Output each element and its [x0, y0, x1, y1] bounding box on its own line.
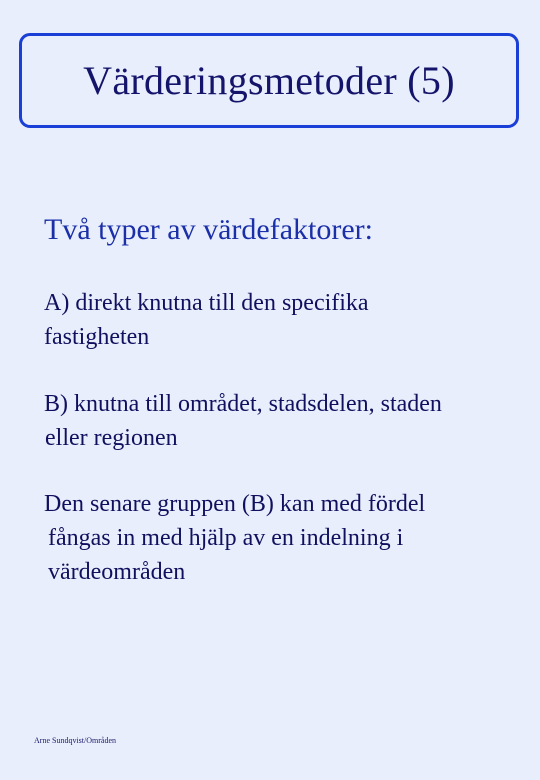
paragraph-a — [44, 286, 369, 354]
title-frame — [19, 33, 519, 128]
paragraph-c — [44, 487, 425, 589]
paragraph-a-line-2: fastigheten — [44, 324, 150, 350]
slide-title: Värderingsmetoder (5) — [83, 57, 455, 103]
paragraph-b-line-1: B) knutna till området, stadsdelen, staden — [44, 391, 442, 417]
paragraph-b-line-2: eller regionen — [45, 425, 178, 451]
section-heading: Två typer av värdefaktorer: — [44, 213, 373, 246]
paragraph-b — [44, 387, 442, 455]
footer-credit: Arne Sundqvist/Områden — [34, 736, 116, 745]
paragraph-c-line-1: Den senare gruppen (B) kan med fördel — [44, 491, 426, 517]
paragraph-c-line-2: fångas in med hjälp av en indelning i — [48, 525, 404, 551]
paragraph-c-line-3: värdeområden — [48, 559, 186, 585]
paragraph-a-line-1: A) direkt knutna till den specifika — [44, 290, 369, 316]
